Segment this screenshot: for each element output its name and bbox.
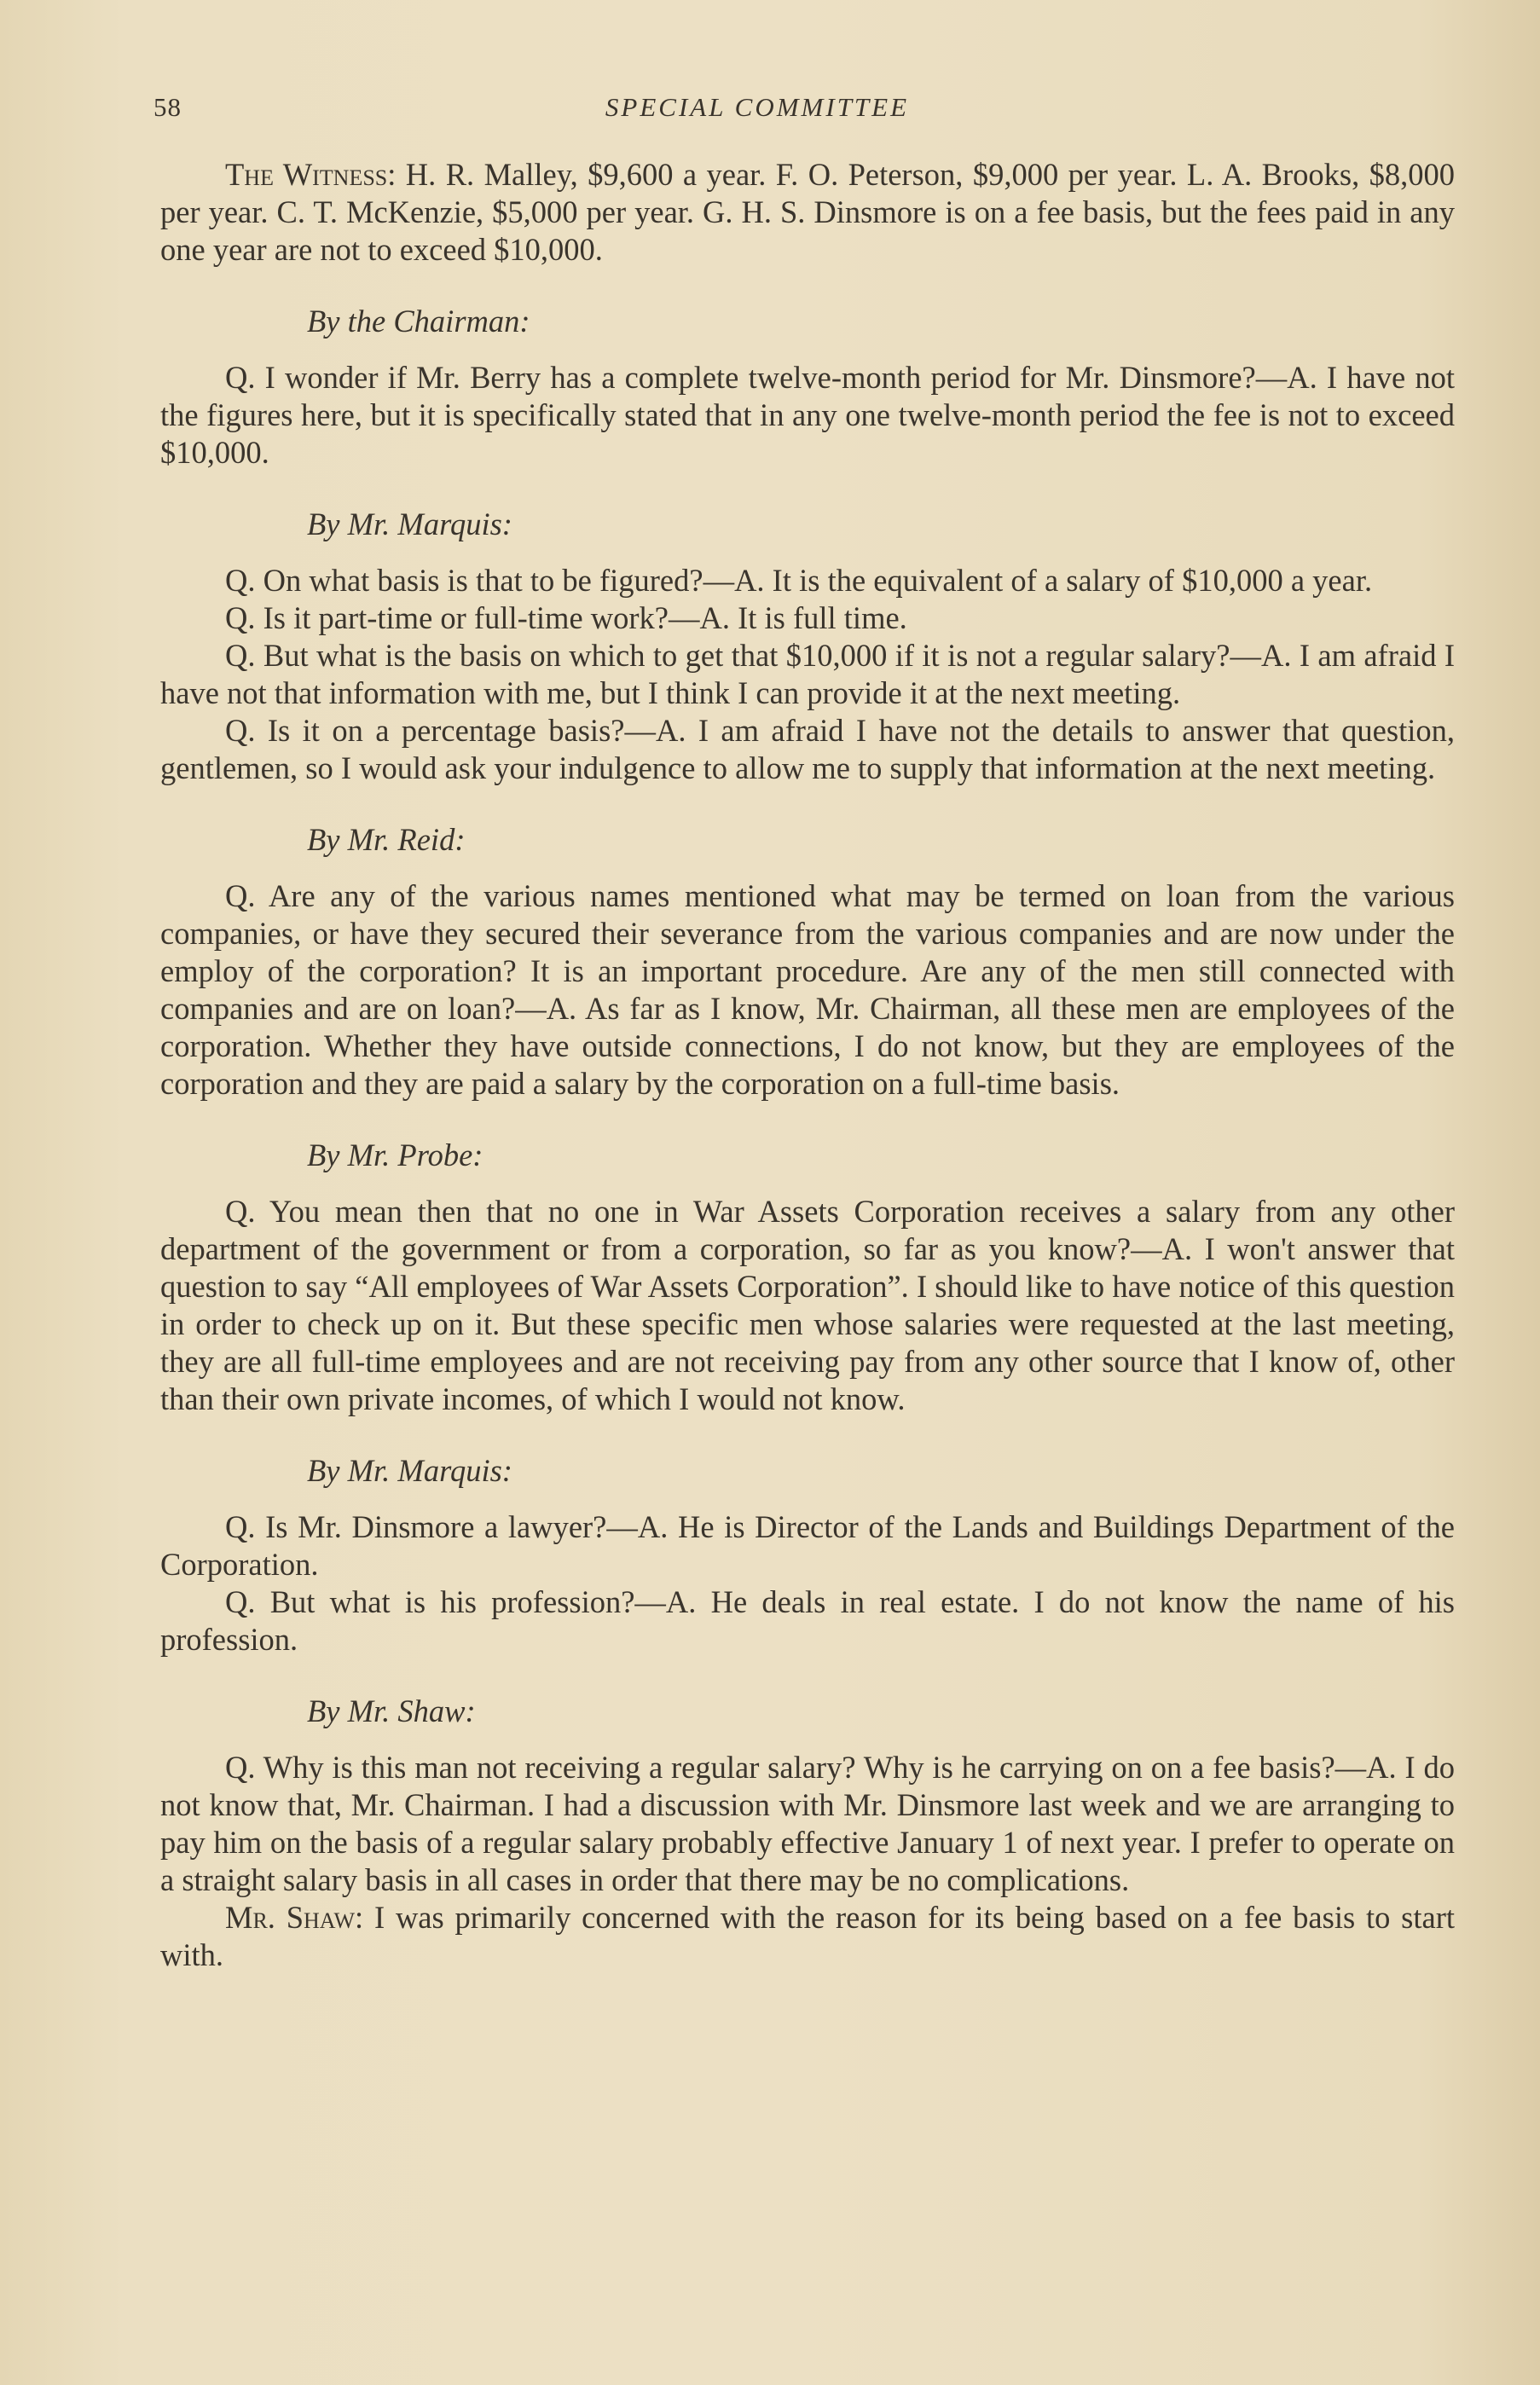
statement-text: I was primarily concerned with the reason for its being based on a fee basis to start with. <box>160 1900 1456 1972</box>
speaker-label: Mr. Shaw: <box>225 1900 364 1935</box>
examiner-heading: By Mr. Probe: <box>307 1138 483 1172</box>
running-head: SPECIAL COMMITTEE <box>605 92 910 122</box>
page-header <box>153 92 1361 130</box>
qa-paragraph: Q. You mean then that no one in War Assets Corporation receives a salary from any other department of the government or from a corporation, so far as you know?—A. I won't answer that question to say “All employees of War Assets Corporation”. I should like to have notice of this question in order to check up on it. But these specific men whose salaries were requested at the last meeting, they are all full-time employees and are not receiving pay from any other source that I know of, other than their own private incomes, of which I would not know. <box>160 1194 1455 1416</box>
qa-paragraph: Q. Is it on a percentage basis?—A. I am afraid I have not the details to answer that question, gentlemen, so I would ask your indulgence to allow me to supply that information at the next meeting. <box>160 713 1455 785</box>
page-number: 58 <box>153 92 182 122</box>
examiner-heading: By Mr. Marquis: <box>307 507 512 541</box>
qa-paragraph: Q. Is it part-time or full-time work?—A. It is full time. <box>225 600 907 635</box>
statement-text: H. R. Malley, $9,600 a year. F. O. Peterson, $9,000 per year. L. A. Brooks, $8,000 per year. C. T. McKenzie, $5,000 per year. G. H. S. Dinsmore is on a fee basis, but the fees paid in any one year are not to exceed $10,000. <box>160 157 1455 267</box>
transcript-body <box>160 156 1455 1974</box>
qa-paragraph: Q. On what basis is that to be figured?—A. It is the equivalent of a salary of $10,000 a year. <box>225 563 1373 598</box>
examiner-heading: By Mr. Shaw: <box>307 1693 476 1728</box>
qa-paragraph: Q. Are any of the various names mentioned what may be termed on loan from the various companies, or have they secured their severance from the various companies and are now under the employ of the corporation? It is an important procedure. Are any of the men still connected with companies and are on loan?—A. As far as I know, Mr. Chairman, all these men are employees of the corporation. Whether they have outside connections, I do not know, but they are employees of the corporation and they are paid a salary by the corporation on a full-time basis. <box>160 878 1455 1101</box>
qa-paragraph: Q. Why is this man not receiving a regular salary? Why is he carrying on on a fee basis?—A. I do not know that, Mr. Chairman. I had a discussion with Mr. Dinsmore last week and we are arranging to pay him on the basis of a regular salary probably effective January 1 of next year. I prefer to operate on a straight salary basis in all cases in order that there may be no complications. <box>160 1750 1455 1897</box>
qa-paragraph: Q. But what is the basis on which to get that $10,000 if it is not a regular salary?—A. I am afraid I have not that information with me, but I think I can provide it at the next meeting. <box>160 638 1455 710</box>
witness-statement <box>160 156 1455 269</box>
qa-paragraph: Q. I wonder if Mr. Berry has a complete twelve-month period for Mr. Dinsmore?—A. I have not the figures here, but it is specifically stated that in any one twelve-month period the fee is not to exceed $10,000. <box>160 360 1455 470</box>
examiner-heading: By the Chairman: <box>307 304 530 339</box>
qa-paragraph: Q. Is Mr. Dinsmore a lawyer?—A. He is Director of the Lands and Buildings Department of the Corporation. <box>160 1509 1455 1582</box>
examiner-heading: By Mr. Reid: <box>307 822 466 857</box>
examiner-heading: By Mr. Marquis: <box>307 1453 512 1488</box>
member-statement <box>160 1899 1455 1974</box>
speaker-label: The Witness: <box>225 157 397 192</box>
qa-paragraph: Q. But what is his profession?—A. He deals in real estate. I do not know the name of his profession. <box>160 1584 1455 1657</box>
